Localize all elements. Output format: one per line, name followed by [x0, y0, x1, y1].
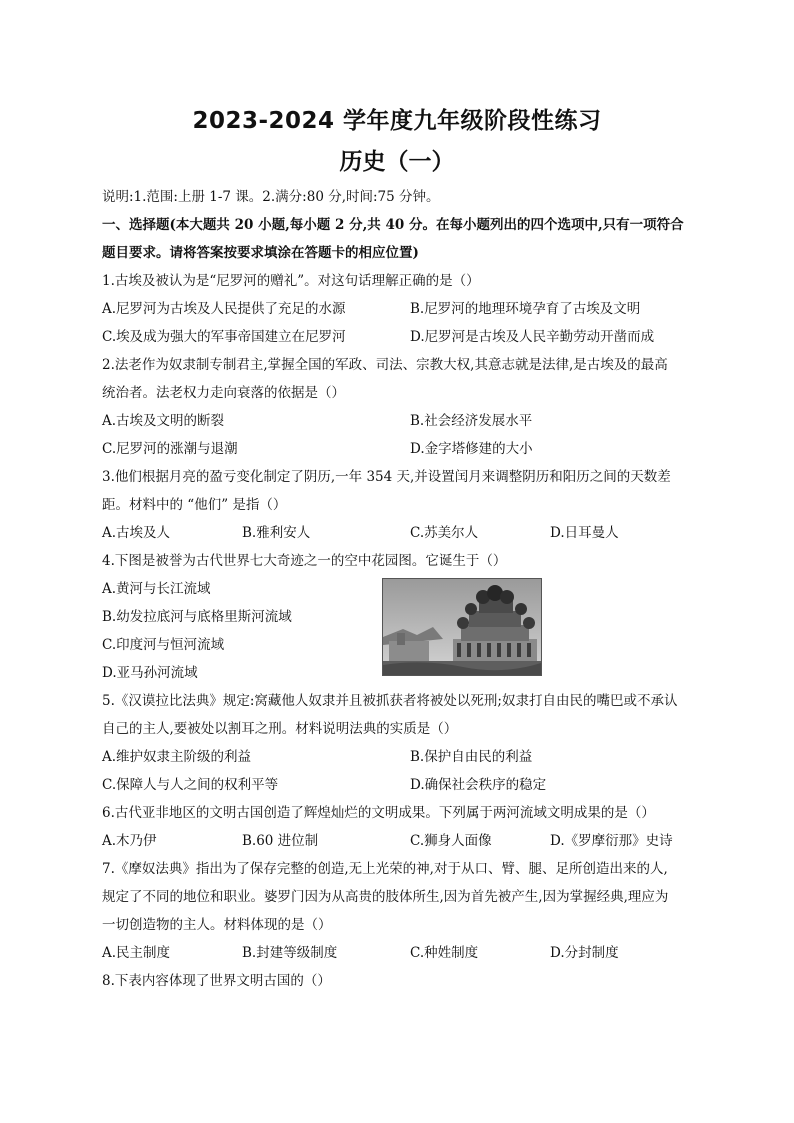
q4-option-a: A.黄河与长江流域 — [102, 581, 211, 597]
q7-option-b: B.封建等级制度 — [242, 945, 338, 961]
question-7-stem: 7.《摩奴法典》指出为了保存完整的创造,无上光荣的神,对于从口、臂、腿、足所创造出来的人, — [102, 861, 668, 877]
q7-option-c: C.种姓制度 — [410, 945, 479, 961]
question-1-stem: 1.古埃及被认为是“尼罗河的赠礼”。对这句话理解正确的是（） — [102, 273, 480, 289]
question-7-stem-cont: 规定了不同的地位和职业。婆罗门因为从高贵的肢体所生,因为首先被产生,因为掌握经典,理应为 — [102, 889, 669, 905]
q3-option-a: A.古埃及人 — [102, 525, 171, 541]
q6-option-a: A.木乃伊 — [102, 833, 157, 849]
q1-option-a: A.尼罗河为古埃及人民提供了充足的水源 — [102, 301, 346, 317]
q6-option-b: B.60 进位制 — [242, 833, 319, 849]
q6-option-c: C.狮身人面像 — [410, 833, 492, 849]
q7-option-d: D.分封制度 — [550, 945, 619, 961]
q5-option-d: D.确保社会秩序的稳定 — [410, 777, 547, 793]
question-5-stem: 5.《汉谟拉比法典》规定:窝藏他人奴隶并且被抓获者将被处以死刑;奴隶打自由民的嘴巴或不承认 — [102, 693, 678, 709]
exam-title: 2023-2024 学年度九年级阶段性练习 — [192, 108, 602, 134]
q3-option-d: D.日耳曼人 — [550, 525, 619, 541]
question-2-stem: 2.法老作为奴隶制专制君主,掌握全国的军政、司法、宗教大权,其意志就是法律,是古埃及的最高 — [102, 357, 668, 373]
hanging-gardens-illustration — [382, 578, 542, 676]
question-5-stem-cont: 自己的主人,要被处以割耳之刑。材料说明法典的实质是（） — [102, 721, 458, 737]
q2-option-a: A.古埃及文明的断裂 — [102, 413, 225, 429]
q5-option-c: C.保障人与人之间的权利平等 — [102, 777, 279, 793]
q4-option-c: C.印度河与恒河流域 — [102, 637, 225, 653]
question-4-stem: 4.下图是被誉为古代世界七大奇迹之一的空中花园图。它诞生于（） — [102, 553, 507, 569]
q5-option-b: B.保护自由民的利益 — [410, 749, 533, 765]
section-heading-cont: 题目要求。请将答案按要求填涂在答题卡的相应位置) — [102, 245, 419, 261]
section-heading: 一、选择题(本大题共 20 小题,每小题 2 分,共 40 分。在每小题列出的四个选项中,只有一项符合 — [102, 217, 684, 233]
q3-option-c: C.苏美尔人 — [410, 525, 479, 541]
q7-option-a: A.民主制度 — [102, 945, 171, 961]
question-2-stem-cont: 统治者。法老权力走向衰落的依据是（） — [102, 385, 345, 401]
q3-option-b: B.雅利安人 — [242, 525, 311, 541]
question-7-stem-cont2: 一切创造物的主人。材料体现的是（） — [102, 917, 332, 933]
q1-option-d: D.尼罗河是古埃及人民辛勤劳动开凿而成 — [410, 329, 655, 345]
subject-title: 历史（一） — [339, 149, 455, 175]
q1-option-c: C.埃及成为强大的军事帝国建立在尼罗河 — [102, 329, 346, 345]
q4-option-b: B.幼发拉底河与底格里斯河流域 — [102, 609, 292, 625]
exam-notes: 说明:1.范围:上册 1-7 课。2.满分:80 分,时间:75 分钟。 — [102, 189, 440, 205]
question-3-stem-cont: 距。材料中的 “他们” 是指（） — [102, 497, 287, 513]
q2-option-c: C.尼罗河的涨潮与退潮 — [102, 441, 238, 457]
q6-option-d: D.《罗摩衍那》史诗 — [550, 833, 673, 849]
q4-option-d: D.亚马孙河流域 — [102, 665, 198, 681]
q5-option-a: A.维护奴隶主阶级的利益 — [102, 749, 252, 765]
question-6-stem: 6.古代亚非地区的文明古国创造了辉煌灿烂的文明成果。下列属于两河流域文明成果的是（） — [102, 805, 655, 821]
q2-option-b: B.社会经济发展水平 — [410, 413, 533, 429]
question-8-stem: 8.下表内容体现了世界文明古国的（） — [102, 973, 331, 989]
question-3-stem: 3.他们根据月亮的盈亏变化制定了阴历,一年 354 天,并设置闰月来调整阴历和阳历之间的天数差 — [102, 469, 671, 485]
q2-option-d: D.金字塔修建的大小 — [410, 441, 533, 457]
hanging-gardens-drawing — [383, 579, 541, 675]
q1-option-b: B.尼罗河的地理环境孕育了古埃及文明 — [410, 301, 641, 317]
